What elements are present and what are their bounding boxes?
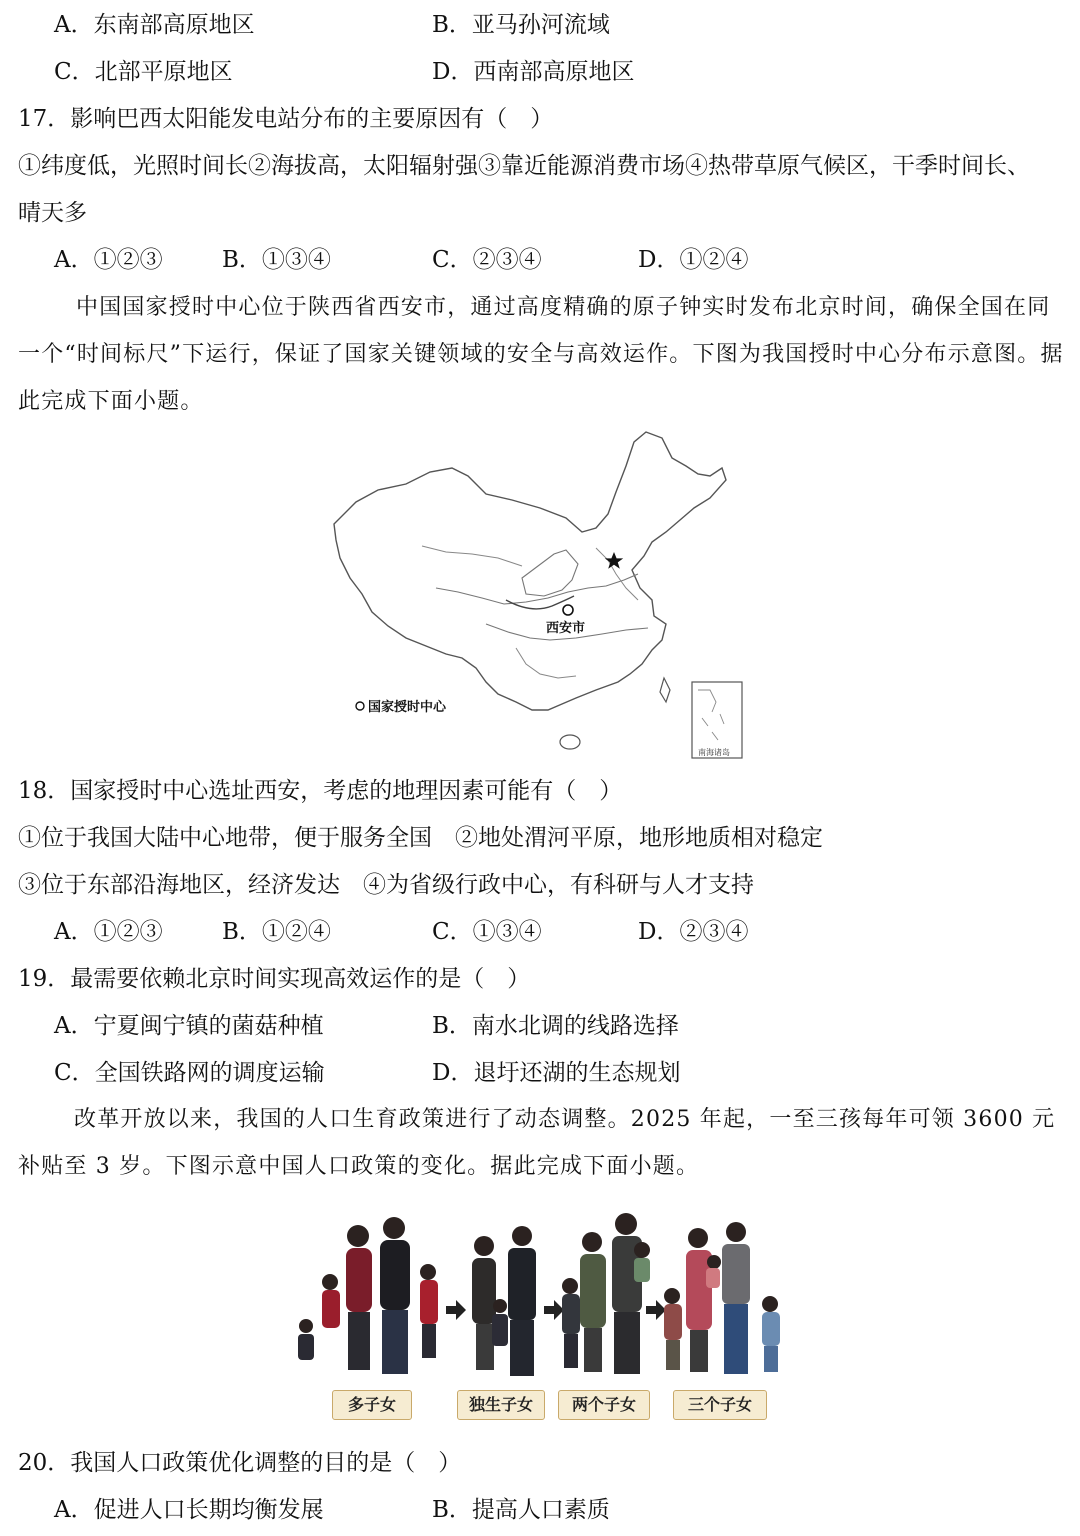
policy-label-one: 独生子女 bbox=[457, 1390, 545, 1420]
q18-option-c[interactable]: C．①③④ bbox=[432, 919, 542, 945]
q19-option-c[interactable]: C．全国铁路网的调度运输 bbox=[54, 1060, 325, 1086]
q17-stem: 17．影响巴西太阳能发电站分布的主要原因有（ ） bbox=[18, 106, 554, 132]
q18-option-b[interactable]: B．①②④ bbox=[222, 919, 331, 945]
legend-marker-icon bbox=[356, 702, 364, 710]
q17-statements-line2: 晴天多 bbox=[18, 200, 87, 226]
q18-stem: 18．国家授时中心选址西安，考虑的地理因素可能有（ ） bbox=[18, 778, 623, 804]
arrow-3-icon bbox=[646, 1300, 666, 1320]
q19-option-b[interactable]: B．南水北调的线路选择 bbox=[432, 1013, 679, 1039]
arrow-1-icon bbox=[446, 1300, 466, 1320]
policy-label-three: 三个子女 bbox=[673, 1390, 767, 1420]
q18-statements-line1: ①位于我国大陆中心地带，便于服务全国 ②地处渭河平原，地形地质相对稳定 bbox=[18, 825, 823, 851]
family-group-many-children bbox=[298, 1217, 438, 1374]
q16-option-c[interactable]: C．北部平原地区 bbox=[54, 59, 233, 85]
map-legend-label: 国家授时中心 bbox=[368, 700, 447, 715]
xian-label: 西安市 bbox=[546, 621, 586, 636]
q16-option-a[interactable]: A．东南部高原地区 bbox=[54, 12, 255, 38]
q17-statements-line1: ①纬度低，光照时间长②海拔高，太阳辐射强③靠近能源消费市场④热带草原气候区，干季时间长、 bbox=[18, 153, 1030, 179]
q18-option-d[interactable]: D．②③④ bbox=[638, 919, 749, 945]
q18-statements-line2: ③位于东部沿海地区，经济发达 ④为省级行政中心，有科研与人才支持 bbox=[18, 872, 754, 898]
policy-label-many: 多子女 bbox=[332, 1390, 412, 1420]
q17-option-a[interactable]: A．①②③ bbox=[54, 247, 163, 273]
arrow-2-icon bbox=[544, 1300, 564, 1320]
family-policy-figure bbox=[286, 1206, 796, 1390]
q16-option-b[interactable]: B．亚马孙河流域 bbox=[432, 12, 610, 38]
q18-option-a[interactable]: A．①②③ bbox=[54, 919, 163, 945]
population-intro: 改革开放以来，我国的人口生育政策进行了动态调整。2025 年起，一至三孩每年可领 3600 元补贴至 3 岁。下图示意中国人口政策的变化。据此完成下面小题。 bbox=[18, 1107, 1056, 1179]
policy-label-two: 两个子女 bbox=[558, 1390, 650, 1420]
family-group-two-children bbox=[562, 1213, 650, 1374]
q19-stem: 19．最需要依赖北京时间实现高效运作的是（ ） bbox=[18, 966, 531, 992]
china-map-figure bbox=[326, 428, 756, 760]
q20-option-b[interactable]: B．提高人口素质 bbox=[432, 1497, 610, 1523]
q20-option-a[interactable]: A．促进人口长期均衡发展 bbox=[54, 1497, 324, 1523]
china-outline bbox=[334, 432, 726, 710]
q17-option-b[interactable]: B．①③④ bbox=[222, 247, 331, 273]
q19-option-a[interactable]: A．宁夏闽宁镇的菌菇种植 bbox=[54, 1013, 324, 1039]
q19-option-d[interactable]: D．退圩还湖的生态规划 bbox=[432, 1060, 681, 1086]
south-china-sea-inset bbox=[692, 682, 742, 758]
family-group-three-children bbox=[664, 1222, 780, 1374]
q17-option-d[interactable]: D．①②④ bbox=[638, 247, 749, 273]
q17-option-c[interactable]: C．②③④ bbox=[432, 247, 542, 273]
xian-marker-icon bbox=[563, 605, 573, 615]
beijing-star-icon bbox=[605, 552, 623, 569]
family-group-one-child bbox=[472, 1226, 536, 1376]
time-center-intro: 中国国家授时中心位于陕西省西安市，通过高度精确的原子钟实时发布北京时间，确保全国在同一个“时间标尺”下运行，保证了国家关键领域的安全与高效运作。下图为我国授时中心分布示意图。据此完成下面小题。 bbox=[18, 295, 1064, 414]
inset-label: 南海诸岛 bbox=[698, 748, 730, 757]
q20-stem: 20．我国人口政策优化调整的目的是（ ） bbox=[18, 1450, 462, 1476]
q16-option-d[interactable]: D．西南部高原地区 bbox=[432, 59, 635, 85]
